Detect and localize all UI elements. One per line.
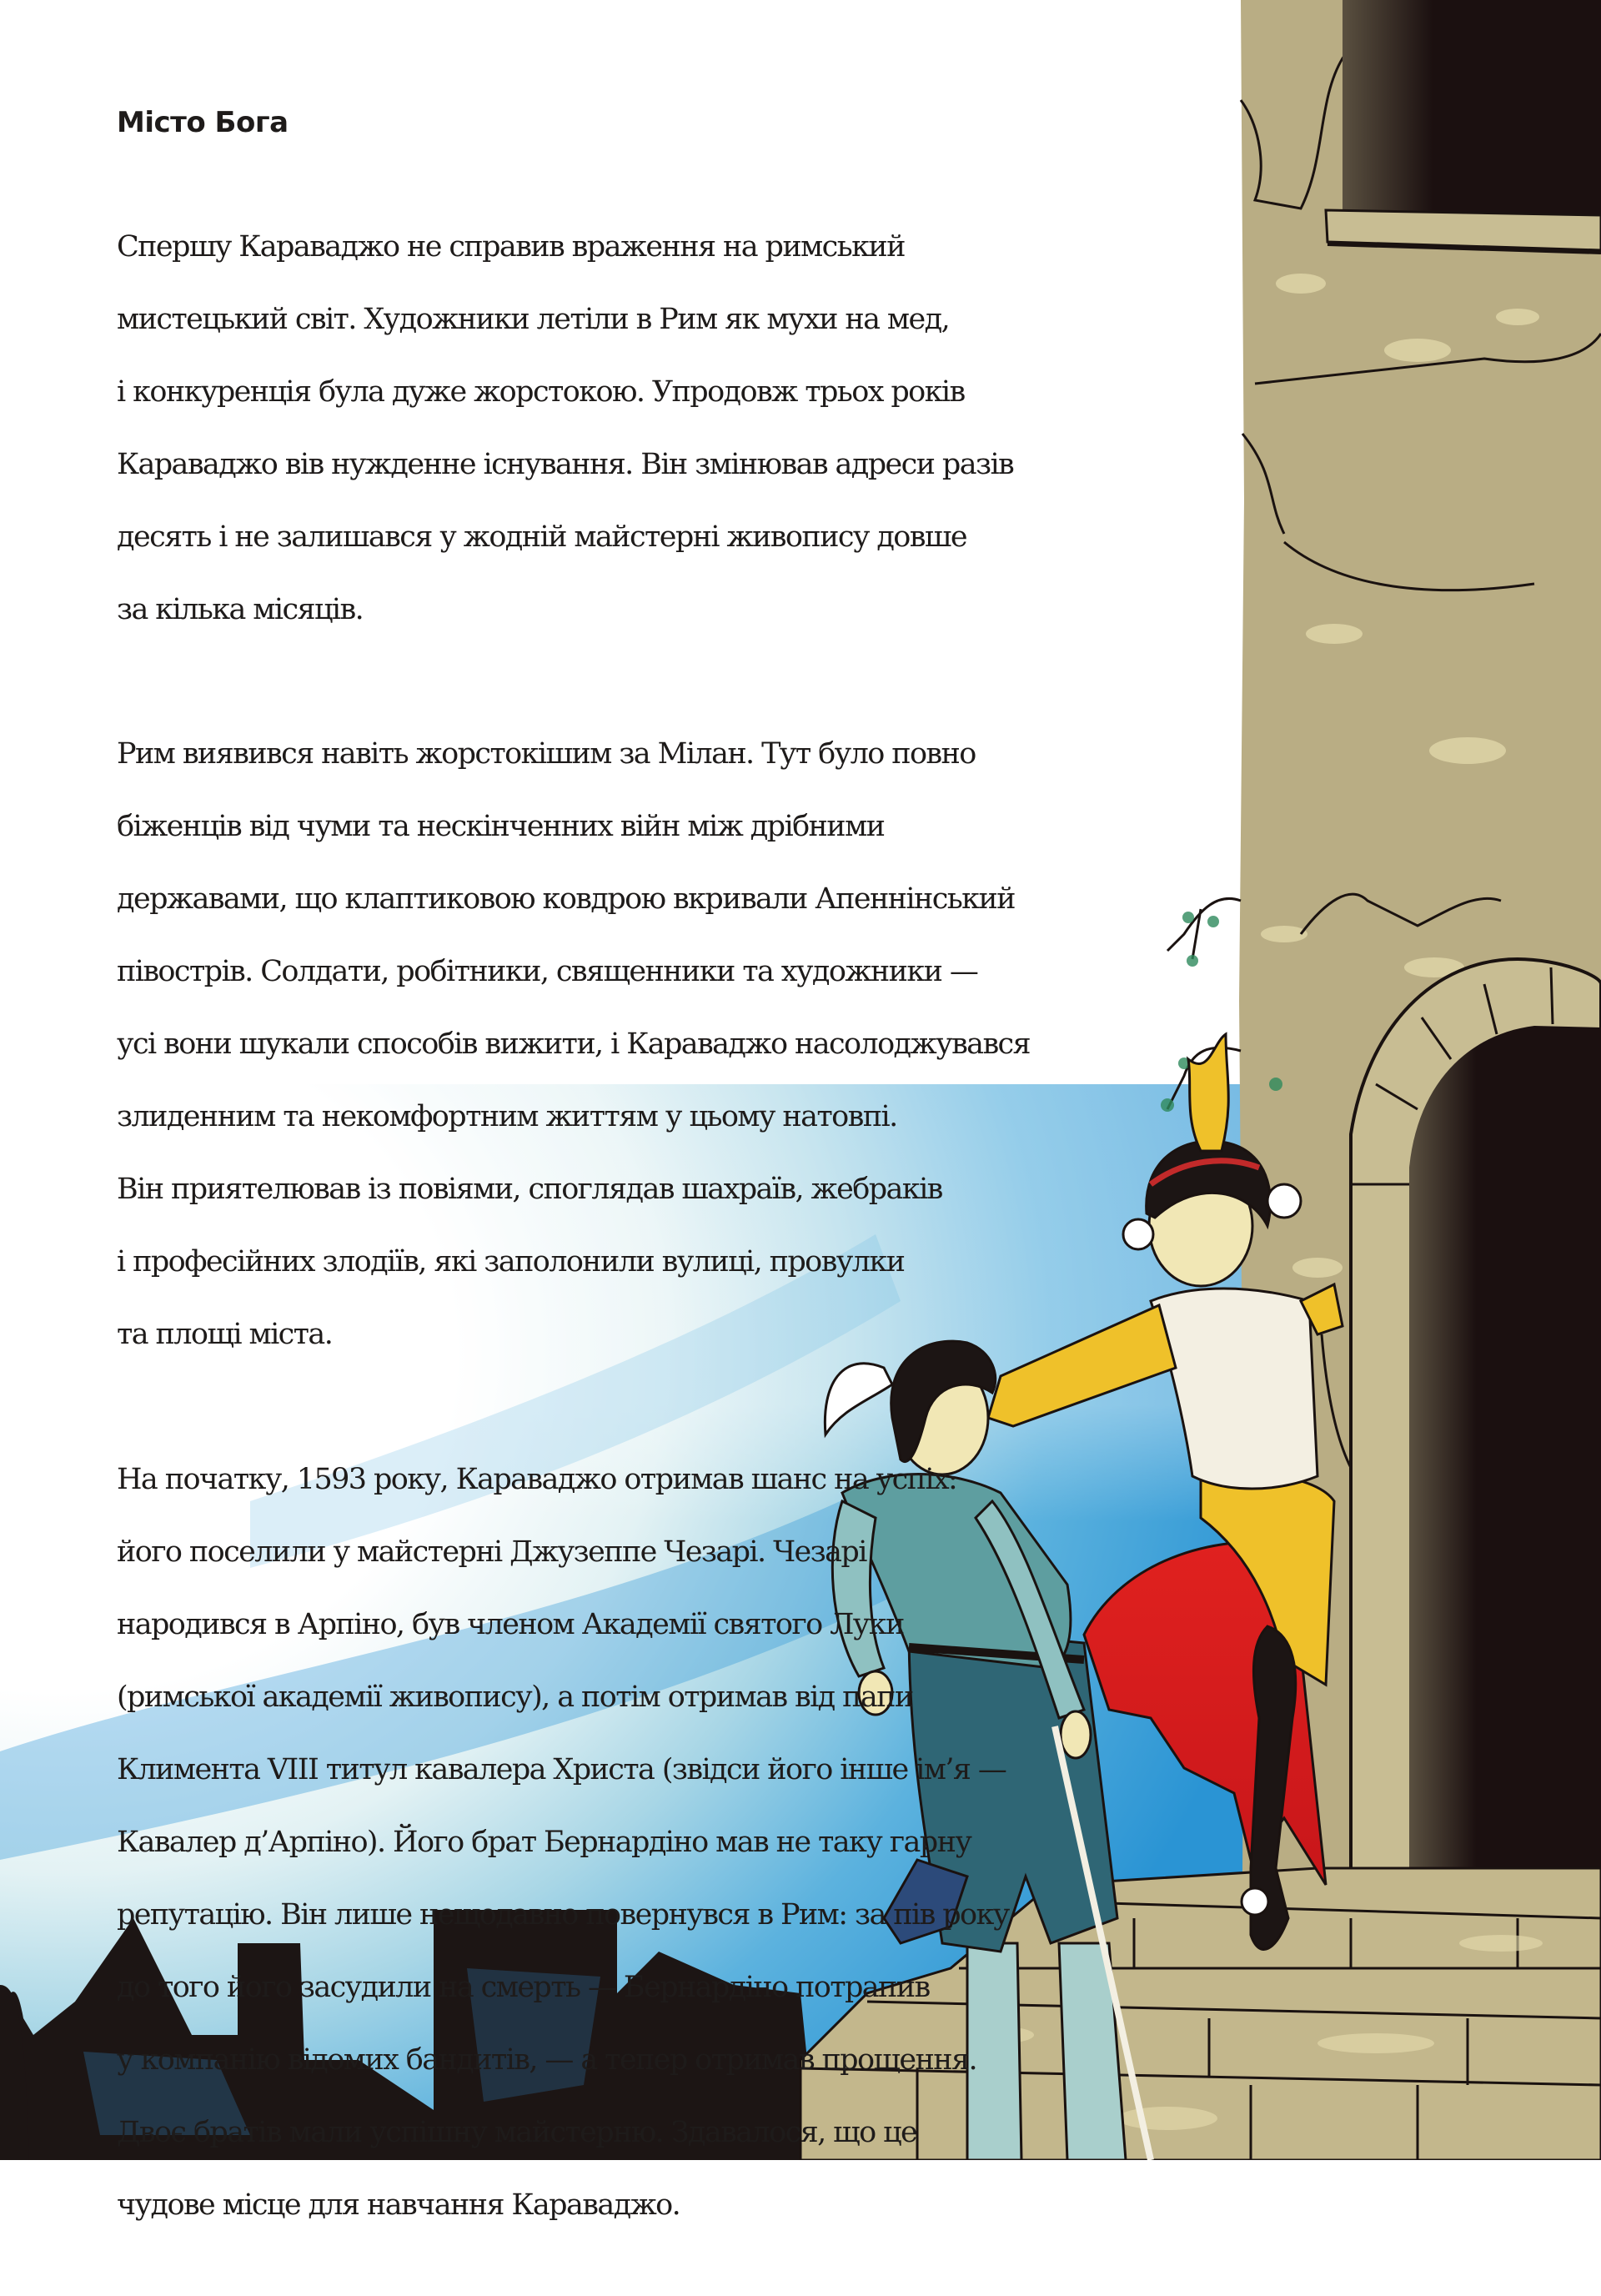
text-line: Кавалер д’Арпіно). Його брат Бернардіно мав не таку гарну	[117, 1825, 971, 1859]
text-line: та площі міста.	[117, 1318, 333, 1351]
text-line: мистецький світ. Художники летіли в Рим як мухи на мед,	[117, 302, 950, 336]
section-heading: Місто Бога	[117, 106, 289, 139]
text-line: Рим виявився навіть жорстокішим за Мілан. Тут було повно	[117, 737, 976, 771]
text-line: На початку, 1593 року, Караваджо отримав шанс на успіх:	[117, 1462, 957, 1496]
text-line: біженців від чуми та нескінченних війн між дрібними	[117, 810, 885, 843]
text-line: Двоє братів мали успішну майстерню. Здавалося, що це	[117, 2115, 917, 2149]
paragraph-2	[117, 701, 1142, 1390]
text-line: злиденним та некомфортним життям у цьому натовпі.	[117, 1100, 897, 1133]
text-line: чудове місце для навчання Караваджо.	[117, 2188, 680, 2222]
text-line: (римської академії живопису), а потім отримав від папи	[117, 1680, 913, 1714]
paragraph-3	[117, 1425, 1142, 2260]
text-line: усі вони шукали способів вижити, і Караваджо насолоджувався	[117, 1027, 1031, 1061]
text-line: за кілька місяців.	[117, 592, 364, 626]
text-line: державами, що клаптиковою ковдрою вкривали Апеннінський	[117, 882, 1015, 916]
text-line: у компанію відомих бандитів, — а тепер отримав прощення.	[117, 2042, 976, 2077]
text-line: десять і не залишався у жодній майстерні живопису довше	[117, 520, 966, 554]
text-line: Він приятелював із повіями, споглядав шахраїв, жебраків	[117, 1173, 942, 1206]
text-line: народився в Арпіно, був членом Академії святого Луки	[117, 1607, 904, 1641]
text-line: Климента VIII титул кавалера Христа (звідси його інше ім’я —	[117, 1752, 1006, 1786]
text-line: репутацію. Він лише нещодавно повернувся в Рим: за пів року	[117, 1897, 1009, 1932]
paragraph-1	[117, 193, 1142, 665]
text-line: півострів. Солдати, робітники, священники та художники —	[117, 955, 978, 988]
text-line: і конкуренція була дуже жорстокою. Упродовж трьох років	[117, 374, 965, 409]
article-text	[117, 104, 1142, 2296]
text-line: Спершу Караваджо не справив враження на римський	[117, 229, 905, 264]
text-line: Караваджо вів нужденне існування. Він змінював адреси разів	[117, 447, 1014, 481]
text-line: його поселили у майстерні Джузеппе Чезарі. Чезарі	[117, 1535, 866, 1569]
text-line: і професійних злодіїв, які заполонили вулиці, провулки	[117, 1245, 905, 1279]
text-line: до того його засудили на смерть — Бернардіно потрапив	[117, 1970, 930, 2004]
